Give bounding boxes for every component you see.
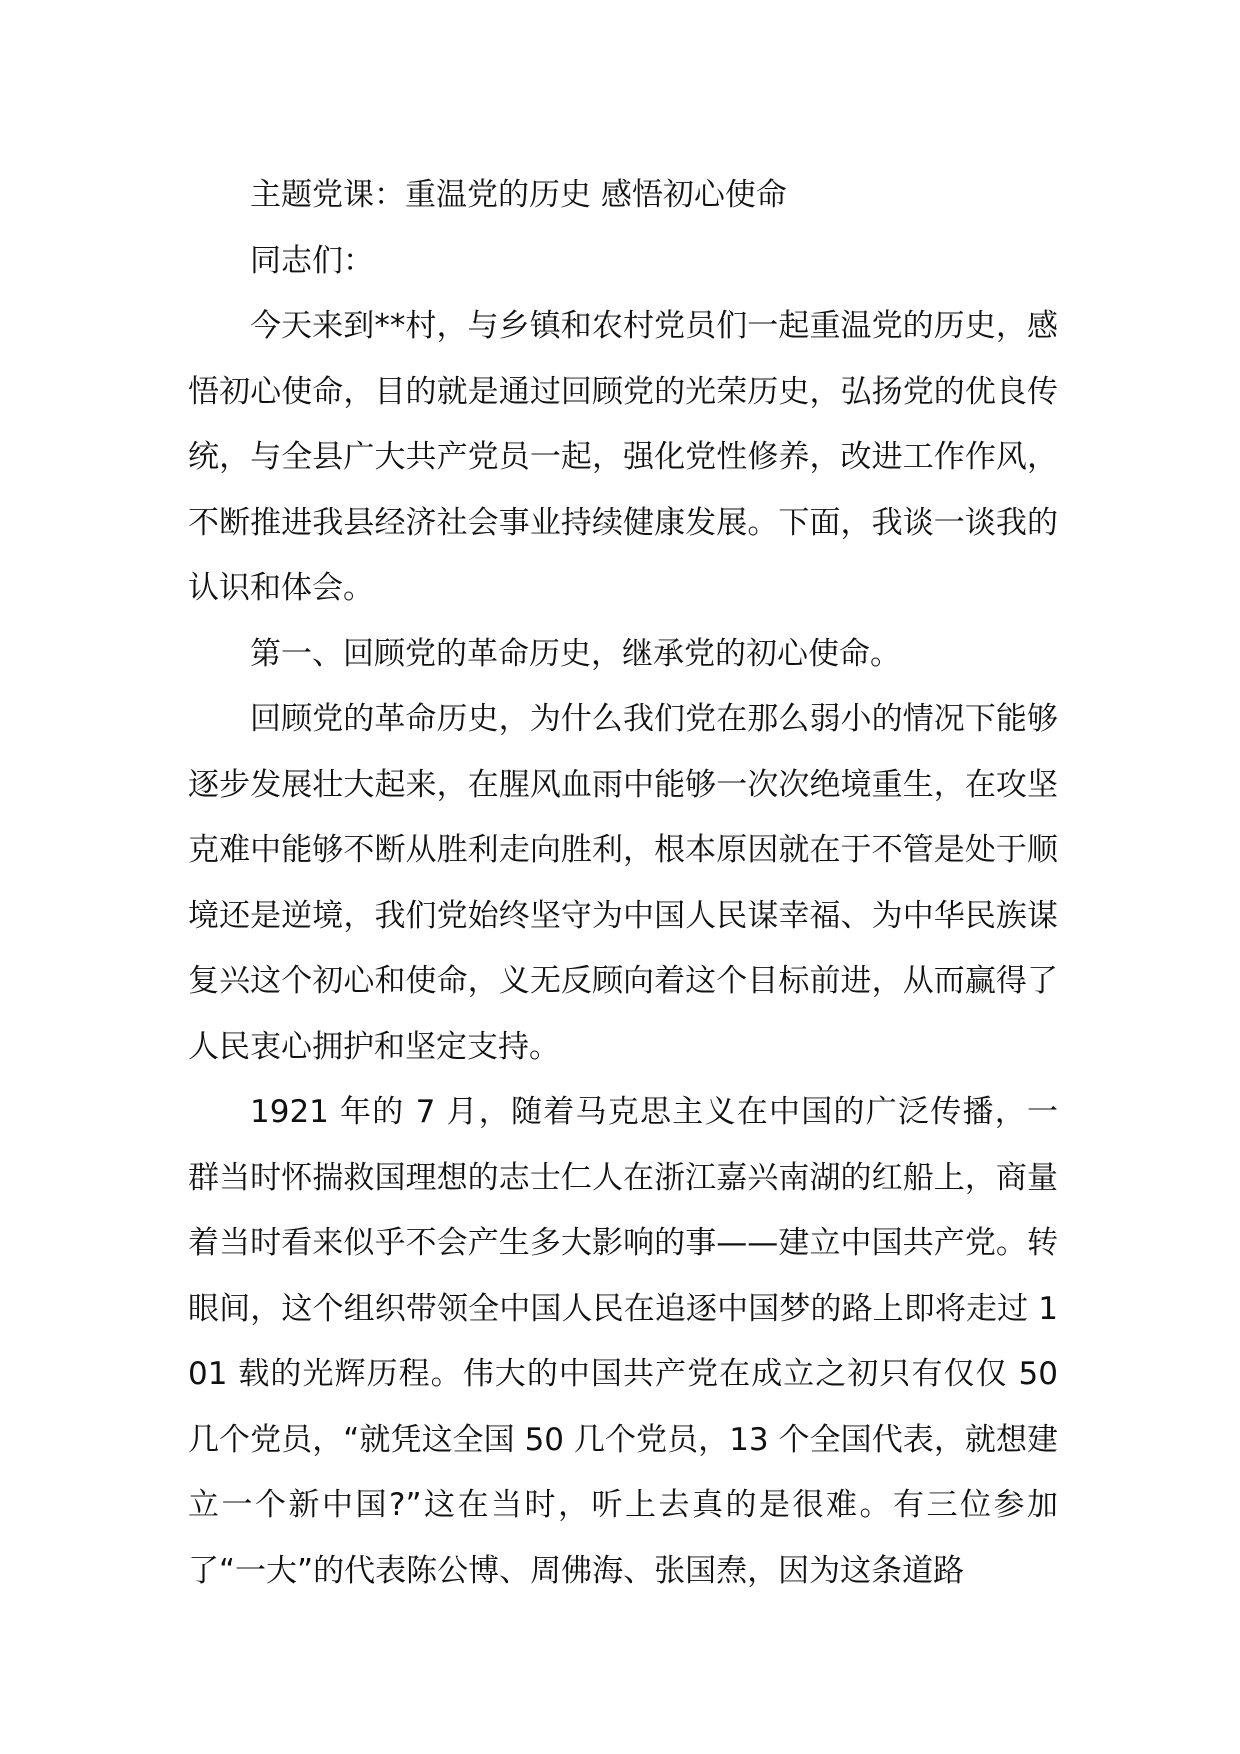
- paragraph-1921: 1921 年的 7 月，随着马克思主义在中国的广泛传播，一群当时怀揣救国理想的志士仁人在浙江嘉兴南湖的红船上，商量着当时看来似乎不会产生多大影响的事——建立中国共产党。转眼间，这个组织带领全中国人民在追逐中国梦的路上即将走过 101 载的光辉历程。伟大的中国共产党在成立之初只有仅仅 50 几个党员，“就凭这全国 50 几个党员，13 个全国代表，就想建立一个新中国?”这在当时，听上去真的是很难。有三位参加了“一大”的代表陈公博、周佛海、张国焘，因为这条道路: [188, 1094, 1058, 1589]
- document-body: [188, 163, 1058, 1604]
- paragraph-history-review: 回顾党的革命历史，为什么我们党在那么弱小的情况下能够逐步发展壮大起来，在腥风血雨中能够一次次绝境重生，在攻坚克难中能够不断从胜利走向胜利，根本原因就在于不管是处于顺境还是逆境，我们党始终坚守为中国人民谋幸福、为中华民族谋复兴这个初心和使命，义无反顾向着这个目标前进，从而赢得了人民衷心拥护和坚定支持。: [188, 701, 1058, 1065]
- document-title: 主题党课：重温党的历史 感悟初心使命: [250, 177, 787, 213]
- section-heading-first: 第一、回顾党的革命历史，继承党的初心使命。: [250, 635, 901, 672]
- paragraph-intro: 今天来到**村，与乡镇和农村党员们一起重温党的历史，感悟初心使命，目的就是通过回顾党的光荣历史，弘扬党的优良传统，与全县广大共产党员一起，强化党性修养，改进工作作风，不断推进我县经济社会事业持续健康发展。下面，我谈一谈我的认识和体会。: [188, 308, 1058, 606]
- salutation: 同志们：: [250, 242, 374, 279]
